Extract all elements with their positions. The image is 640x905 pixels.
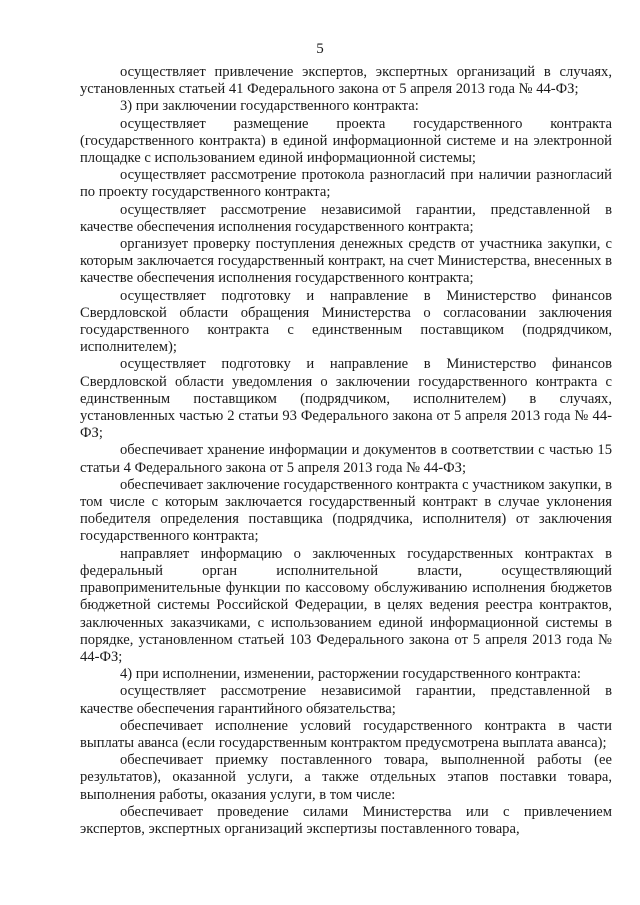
paragraph: осуществляет размещение проекта государственного контракта (государственного контракта) в единой информационной системе и на электронной площадке с использованием единой информационной системы; xyxy=(80,115,612,167)
page-number: 5 xyxy=(316,41,324,57)
paragraph: осуществляет подготовку и направление в Министерство финансов Свердловской области обращения Министерства о согласовании заключения государственного контракта с единственным поставщиком (подрядчиком, исполнителем); xyxy=(80,287,612,356)
paragraph: осуществляет рассмотрение независимой гарантии, представленной в качестве обеспечения гарантийного обязательства; xyxy=(80,683,612,717)
paragraph: осуществляет подготовку и направление в Министерство финансов Свердловской области уведомления о заключении государственного контракта с единственным поставщиком (подрядчиком, исполнителем) в случаях, установленных частью 2 статьи 93 Федерального закона от 5 апреля 2013 года № 44-ФЗ; xyxy=(80,356,612,442)
paragraph: осуществляет привлечение экспертов, экспертных организаций в случаях, установленных статьей 41 Федерального закона от 5 апреля 2013 года № 44-ФЗ; xyxy=(80,64,612,98)
paragraph: обеспечивает исполнение условий государственного контракта в части выплаты аванса (если государственным контрактом предусмотрена выплата аванса); xyxy=(80,717,612,751)
paragraph: направляет информацию о заключенных государственных контрактах в федеральный орган исполнительной власти, осуществляющий правоприменительные функции по кассовому обслуживанию исполнения бюджетов бюджетной системы Российской Федерации, в целях ведения реестра контрактов, заключенных заказчиками, с использованием единой информационной системы в порядке, установленном статьей 103 Федерального закона от 5 апреля 2013 года № 44-ФЗ; xyxy=(80,545,612,665)
paragraph: обеспечивает хранение информации и документов в соответствии с частью 15 статьи 4 Федерального закона от 5 апреля 2013 года № 44-ФЗ; xyxy=(80,442,612,476)
paragraph: осуществляет рассмотрение независимой гарантии, представленной в качестве обеспечения исполнения государственного контракта; xyxy=(80,201,612,235)
paragraph: осуществляет рассмотрение протокола разногласий при наличии разногласий по проекту государственного контракта; xyxy=(80,167,612,201)
paragraph: обеспечивает проведение силами Министерства или с привлечением экспертов, экспертных организаций экспертизы поставленного товара, xyxy=(80,803,612,837)
document-body xyxy=(80,64,612,838)
paragraph: 4) при исполнении, изменении, расторжении государственного контракта: xyxy=(120,666,581,683)
paragraph: обеспечивает заключение государственного контракта с участником закупки, в том числе с которым заключается государственный контракт в случае уклонения победителя определения поставщика (подрядчика, исполнителя) от заключения государственного контракта; xyxy=(80,476,612,545)
paragraph: обеспечивает приемку поставленного товара, выполненной работы (ее результатов), оказанной услуги, а также отдельных этапов поставки товара, выполнения работы, оказания услуги, в том числе: xyxy=(80,752,612,803)
paragraph: 3) при заключении государственного контракта: xyxy=(120,98,419,115)
paragraph: организует проверку поступления денежных средств от участника закупки, с которым заключается государственный контракт, на счет Министерства, внесенных в качестве обеспечения исполнения государственного контракта; xyxy=(80,236,612,287)
